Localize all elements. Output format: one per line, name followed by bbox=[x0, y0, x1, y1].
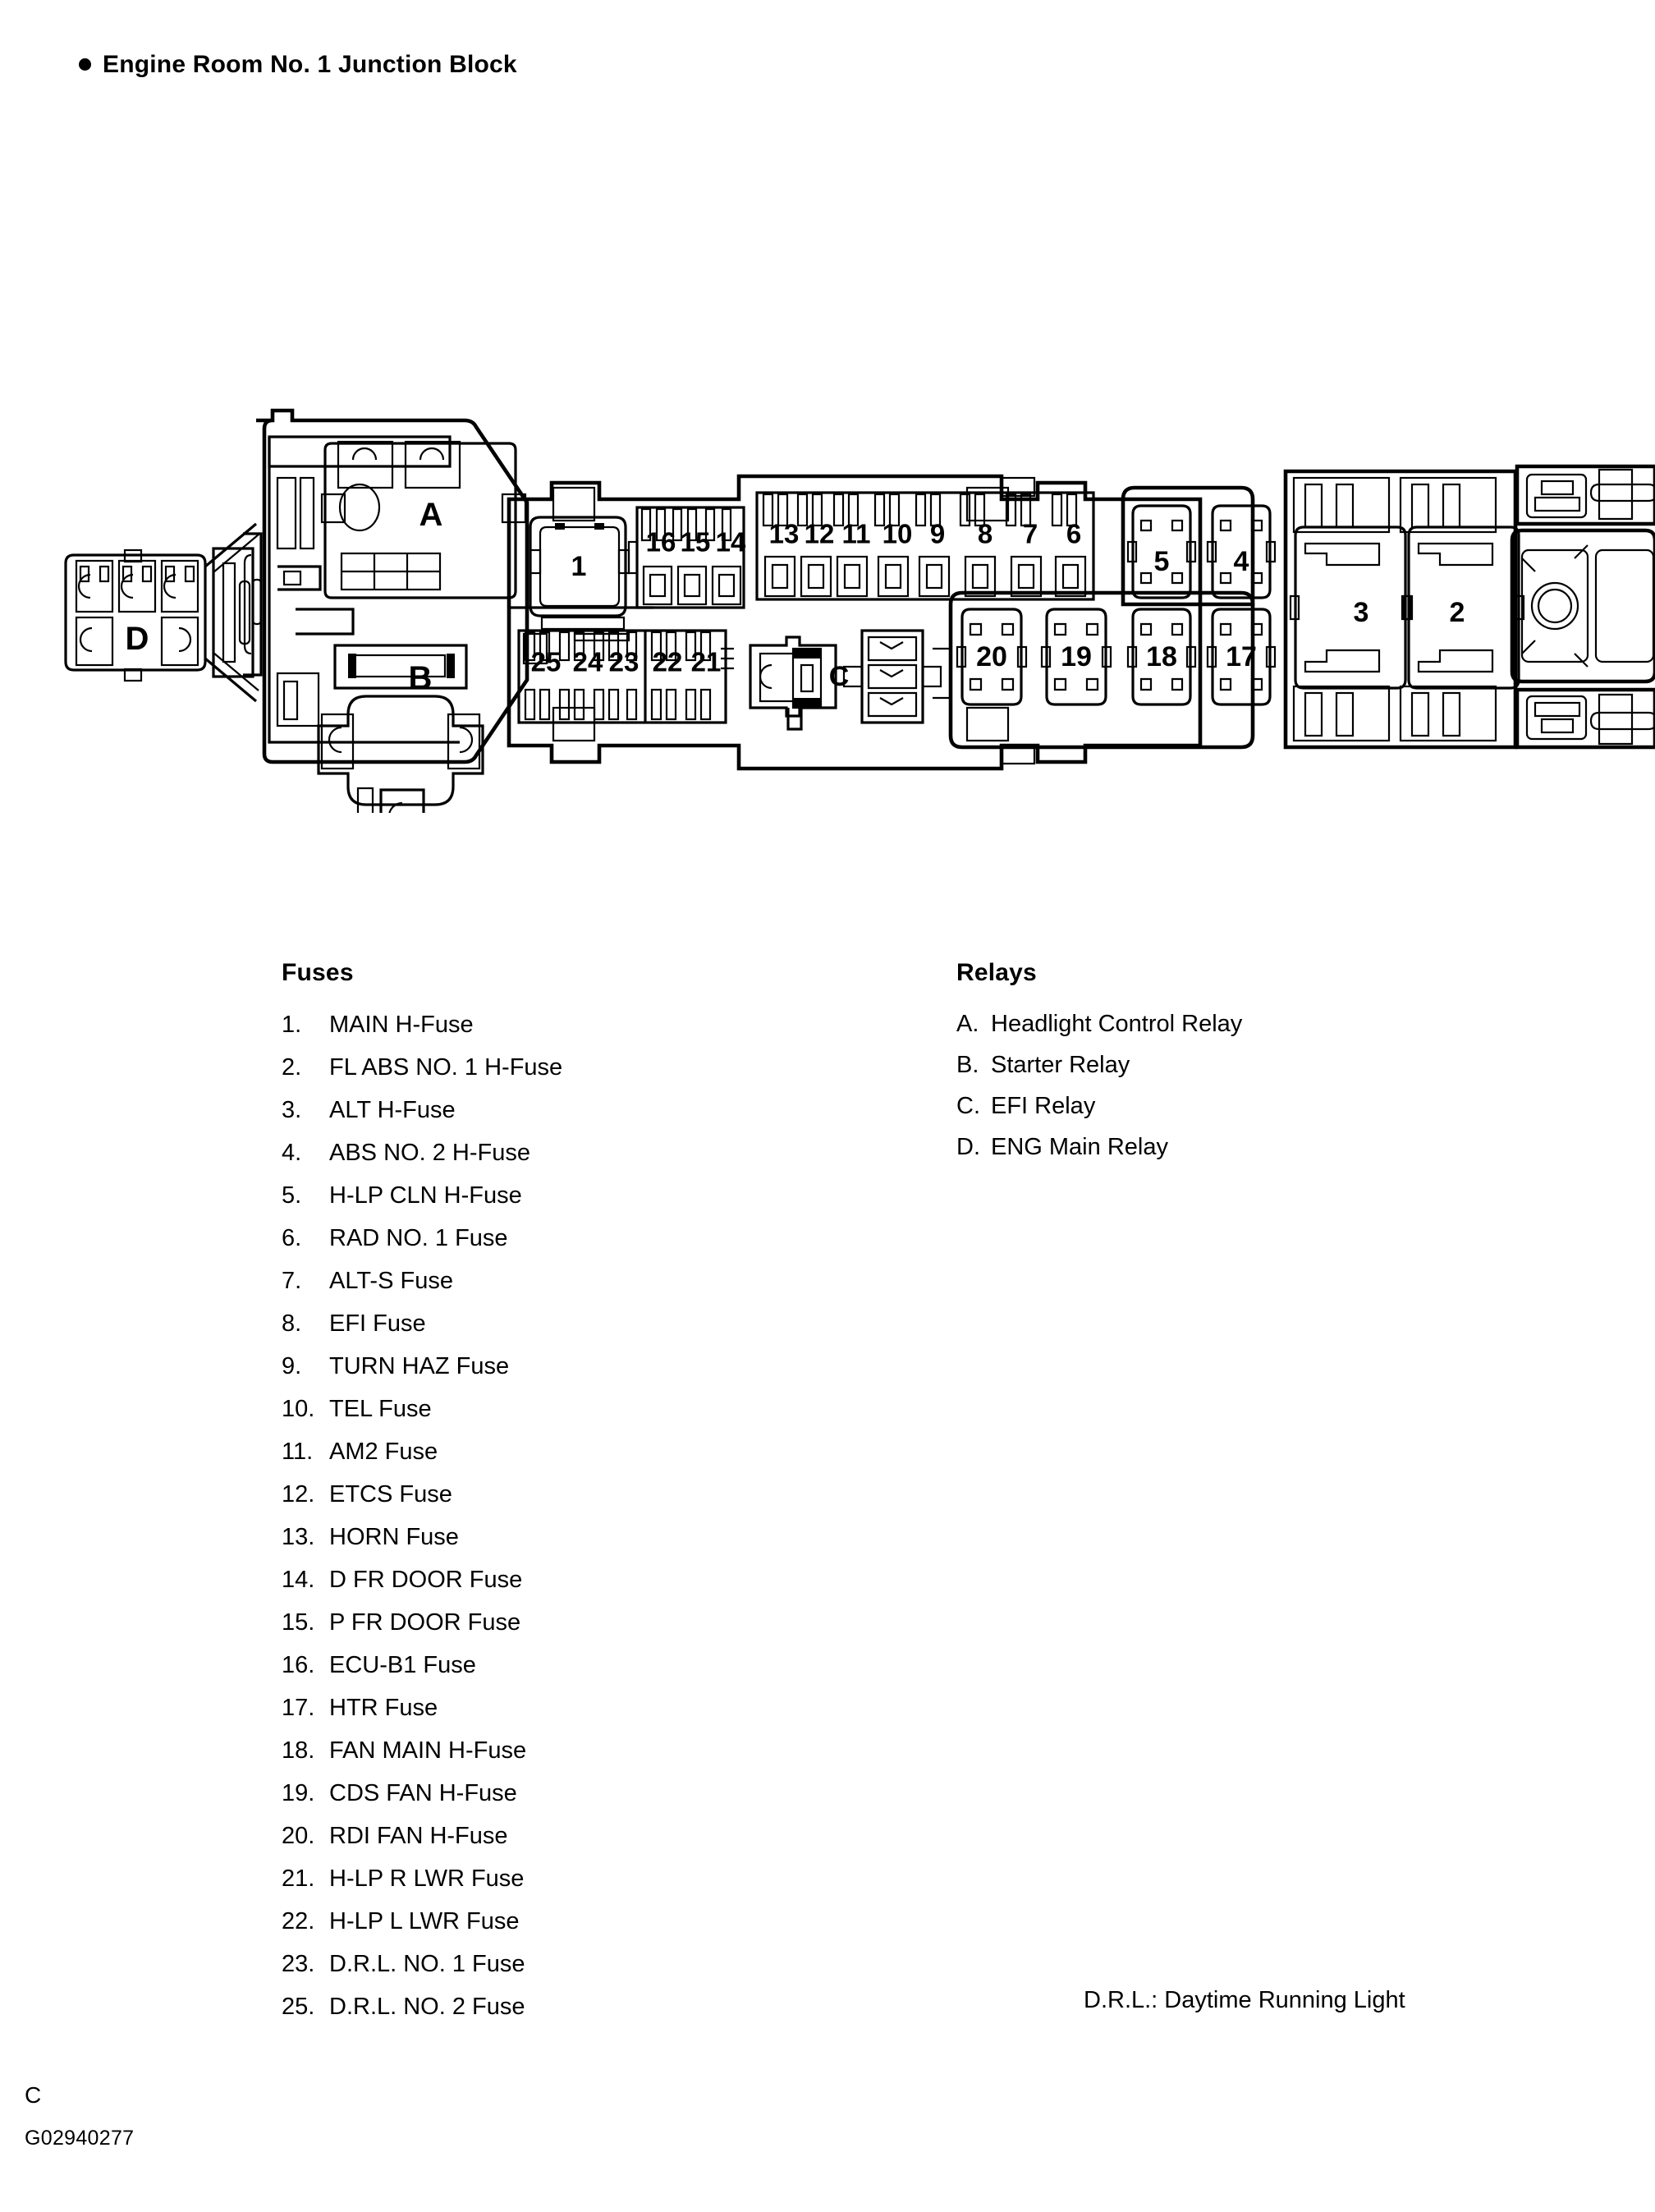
fuse-item-number: 7. bbox=[282, 1268, 302, 1294]
relay-c-block[interactable] bbox=[750, 631, 941, 729]
relay-a-label: A bbox=[419, 497, 443, 533]
list-item bbox=[282, 1558, 741, 1601]
fuse-item-number: 17. bbox=[282, 1695, 315, 1721]
list-item bbox=[282, 1217, 741, 1260]
list-item bbox=[282, 1857, 741, 1900]
main-left-housing bbox=[243, 411, 527, 762]
right-housing bbox=[1286, 471, 1515, 747]
fuse-item-number: 2. bbox=[282, 1054, 302, 1081]
hfuse-3-label: 3 bbox=[1353, 597, 1369, 628]
fuse-item-text: CDS FAN H-Fuse bbox=[329, 1780, 517, 1806]
fuse-item-number: 22. bbox=[282, 1908, 315, 1934]
page-title bbox=[79, 51, 517, 79]
fuse-item-number: 3. bbox=[282, 1097, 302, 1123]
fuse-item-number: 10. bbox=[282, 1396, 315, 1422]
list-item bbox=[282, 1644, 741, 1687]
fuse-item-number: 11. bbox=[282, 1439, 314, 1465]
relay-b-block[interactable] bbox=[319, 645, 483, 813]
fuse-item-number: 19. bbox=[282, 1780, 315, 1806]
relay-5-label: 5 bbox=[1153, 546, 1170, 577]
fuse-item-text: H-LP CLN H-Fuse bbox=[329, 1182, 522, 1209]
hfuse-3-socket[interactable] bbox=[1291, 527, 1410, 688]
list-item bbox=[282, 1131, 741, 1174]
list-item bbox=[956, 1003, 1482, 1044]
page-letter: C bbox=[25, 2082, 42, 2108]
fuse-22-label: 22 bbox=[652, 646, 683, 677]
list-item bbox=[282, 1345, 741, 1388]
fuse-item-number: 16. bbox=[282, 1652, 315, 1678]
relays-heading: Relays bbox=[956, 959, 1037, 986]
fuse-item-number: 23. bbox=[282, 1951, 315, 1977]
fuse-15-label: 15 bbox=[680, 526, 711, 558]
relay-18-label: 18 bbox=[1146, 641, 1177, 672]
fuse-strip-25-to-21[interactable] bbox=[519, 631, 734, 723]
relays-legend bbox=[956, 959, 1482, 1168]
fuse-9-label: 9 bbox=[929, 518, 946, 549]
fuse-item-text: RAD NO. 1 Fuse bbox=[329, 1225, 508, 1251]
relay-item-letter: A. bbox=[956, 1011, 979, 1037]
fuse-item-number: 15. bbox=[282, 1609, 315, 1636]
relay-17-label: 17 bbox=[1226, 641, 1257, 672]
fuse-14-label: 14 bbox=[715, 526, 746, 558]
hfuse-2-label: 2 bbox=[1449, 597, 1465, 628]
fuse-item-text: MAIN H-Fuse bbox=[329, 1012, 474, 1038]
drl-footnote: D.R.L.: Daytime Running Light bbox=[1084, 1987, 1405, 2013]
fuse-item-text: D.R.L. NO. 2 Fuse bbox=[329, 1994, 525, 2020]
fuse-item-number: 20. bbox=[282, 1823, 315, 1849]
relay-b-label: B bbox=[408, 660, 433, 696]
fuse-13-label: 13 bbox=[768, 518, 800, 549]
fuse-item-number: 1. bbox=[282, 1012, 302, 1038]
relay-5-socket[interactable] bbox=[1128, 506, 1195, 598]
list-item bbox=[282, 1815, 741, 1857]
list-item bbox=[282, 1772, 741, 1815]
list-item bbox=[282, 1260, 741, 1302]
list-item bbox=[282, 1687, 741, 1729]
relay-item-text: Starter Relay bbox=[991, 1052, 1130, 1078]
fuse-item-number: 8. bbox=[282, 1310, 302, 1337]
list-item bbox=[282, 1900, 741, 1943]
engine-room-junction-block-diagram bbox=[49, 402, 1655, 813]
fuse-item-text: TURN HAZ Fuse bbox=[329, 1353, 510, 1379]
relay-4-socket[interactable] bbox=[1208, 506, 1275, 598]
fuse-11-label: 11 bbox=[841, 518, 871, 549]
list-item bbox=[956, 1127, 1482, 1168]
fuse-item-text: H-LP R LWR Fuse bbox=[329, 1866, 525, 1892]
fuse-item-text: P FR DOOR Fuse bbox=[329, 1609, 521, 1636]
far-right-terminal-block bbox=[1512, 466, 1655, 747]
relay-d-label: D bbox=[125, 621, 149, 657]
fuses-list bbox=[282, 1003, 741, 2028]
relay-c-label: C bbox=[828, 661, 850, 692]
relay-item-text: EFI Relay bbox=[991, 1093, 1096, 1119]
list-item bbox=[282, 1003, 741, 1046]
list-item bbox=[282, 1943, 741, 1985]
list-item bbox=[282, 1388, 741, 1430]
list-item bbox=[282, 1302, 741, 1345]
list-item bbox=[282, 1473, 741, 1516]
list-item bbox=[282, 1516, 741, 1558]
list-item bbox=[282, 1174, 741, 1217]
fuse-item-text: D.R.L. NO. 1 Fuse bbox=[329, 1951, 525, 1977]
list-item bbox=[282, 1985, 741, 2028]
list-item bbox=[282, 1430, 741, 1473]
hfuse-2-socket[interactable] bbox=[1404, 527, 1524, 688]
relay-19-socket[interactable] bbox=[1042, 609, 1111, 704]
fuse-1-socket[interactable] bbox=[530, 517, 629, 616]
fuse-item-number: 9. bbox=[282, 1353, 302, 1379]
fuse-item-number: 21. bbox=[282, 1866, 315, 1892]
fuse-7-label: 7 bbox=[1022, 518, 1038, 549]
fuse-item-text: ALT H-Fuse bbox=[329, 1097, 456, 1123]
fuse-item-text: TEL Fuse bbox=[329, 1396, 432, 1422]
fuse-item-text: ECU-B1 Fuse bbox=[329, 1652, 476, 1678]
relay-19-label: 19 bbox=[1061, 641, 1092, 672]
relay-item-text: ENG Main Relay bbox=[991, 1134, 1168, 1160]
fuse-item-text: ETCS Fuse bbox=[329, 1481, 452, 1508]
fuses-heading: Fuses bbox=[282, 959, 354, 986]
fuse-item-text: FAN MAIN H-Fuse bbox=[329, 1737, 527, 1764]
list-item bbox=[282, 1601, 741, 1644]
relay-item-letter: B. bbox=[956, 1052, 979, 1078]
fuse-item-text: ABS NO. 2 H-Fuse bbox=[329, 1140, 530, 1166]
fuse-strip-13-to-6[interactable] bbox=[757, 493, 1093, 599]
fuse-item-number: 13. bbox=[282, 1524, 315, 1550]
relay-d-module[interactable] bbox=[66, 550, 205, 681]
fuse-item-text: ALT-S Fuse bbox=[329, 1268, 453, 1294]
fuse-item-number: 5. bbox=[282, 1182, 302, 1209]
fuse-item-text: HTR Fuse bbox=[329, 1695, 438, 1721]
fuse-item-text: RDI FAN H-Fuse bbox=[329, 1823, 508, 1849]
relays-list bbox=[956, 1003, 1482, 1168]
fuse-item-number: 14. bbox=[282, 1567, 315, 1593]
bullet-icon bbox=[79, 58, 91, 71]
fuse-21-label: 21 bbox=[690, 646, 722, 677]
fuse-item-text: FL ABS NO. 1 H-Fuse bbox=[329, 1054, 563, 1081]
fuse-item-text: EFI Fuse bbox=[329, 1310, 426, 1337]
relay-17-socket[interactable] bbox=[1208, 609, 1275, 704]
document-code: G02940277 bbox=[25, 2127, 135, 2150]
fuse-item-number: 4. bbox=[282, 1140, 302, 1166]
page-title-text: Engine Room No. 1 Junction Block bbox=[103, 51, 517, 78]
fuse-item-text: H-LP L LWR Fuse bbox=[329, 1908, 520, 1934]
list-item bbox=[282, 1046, 741, 1089]
relay-item-letter: D. bbox=[956, 1134, 980, 1160]
fuse-item-number: 12. bbox=[282, 1481, 315, 1508]
relay-item-text: Headlight Control Relay bbox=[991, 1011, 1243, 1037]
fuse-item-number: 6. bbox=[282, 1225, 302, 1251]
relay-20-socket[interactable] bbox=[957, 609, 1026, 704]
relay-item-letter: C. bbox=[956, 1093, 980, 1119]
fuse-25-label: 25 bbox=[530, 646, 562, 677]
relay-18-socket[interactable] bbox=[1128, 609, 1195, 704]
relay-4-label: 4 bbox=[1233, 546, 1249, 577]
fuse-24-label: 24 bbox=[572, 646, 603, 677]
fuse-10-label: 10 bbox=[882, 518, 913, 549]
list-item bbox=[282, 1729, 741, 1772]
list-item bbox=[956, 1044, 1482, 1085]
fuse-8-label: 8 bbox=[977, 518, 993, 549]
fuse-item-number: 25. bbox=[282, 1994, 315, 2020]
fuse-12-label: 12 bbox=[804, 518, 835, 549]
fuse-6-label: 6 bbox=[1066, 518, 1082, 549]
list-item bbox=[282, 1089, 741, 1131]
fuse-23-label: 23 bbox=[608, 646, 640, 677]
fuse-item-text: AM2 Fuse bbox=[329, 1439, 438, 1465]
list-item bbox=[956, 1085, 1482, 1127]
fuse-1-label: 1 bbox=[571, 551, 587, 582]
relay-20-label: 20 bbox=[976, 641, 1007, 672]
fuse-16-label: 16 bbox=[645, 526, 676, 558]
fuse-item-text: HORN Fuse bbox=[329, 1524, 459, 1550]
fuse-item-number: 18. bbox=[282, 1737, 315, 1764]
fuse-item-text: D FR DOOR Fuse bbox=[329, 1567, 523, 1593]
fuse-strip-16-15-14[interactable] bbox=[629, 507, 746, 608]
fuses-legend bbox=[282, 959, 741, 2028]
